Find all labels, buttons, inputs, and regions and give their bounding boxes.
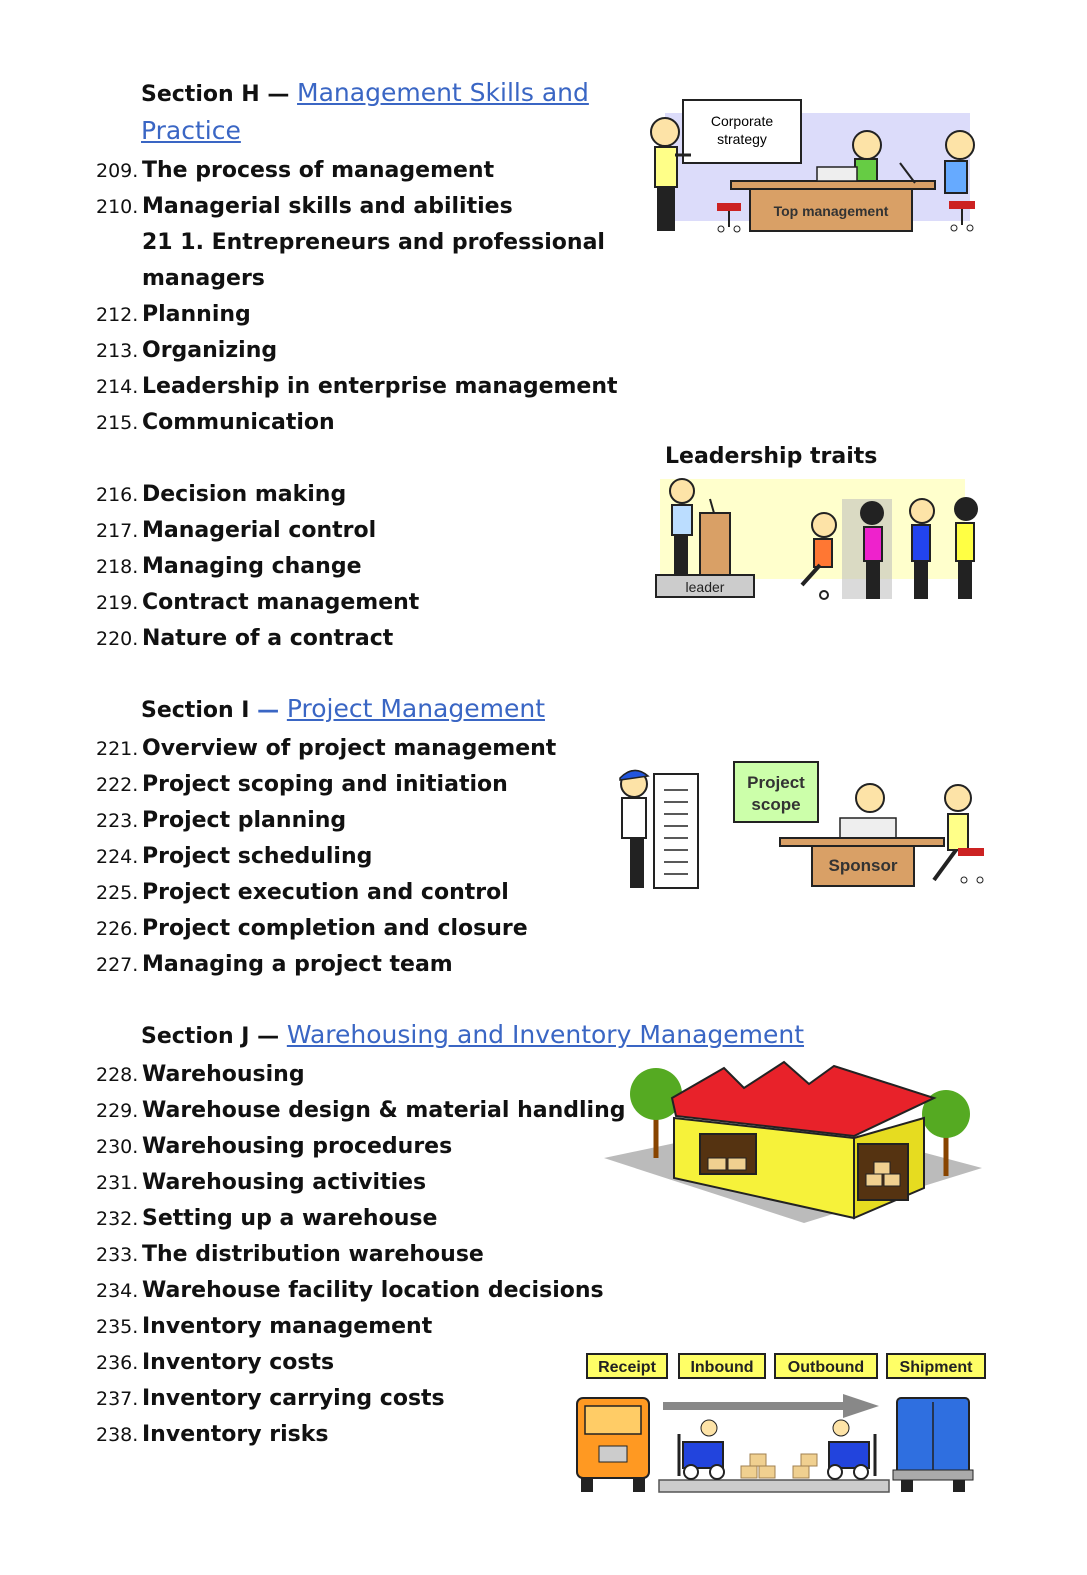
flow-label-text: Shipment	[899, 1359, 973, 1376]
worker-legs	[630, 838, 644, 888]
follower-head	[812, 513, 836, 537]
item-text: Organizing	[142, 338, 278, 363]
item-text: Managing a project team	[142, 952, 453, 977]
item-text: Communication	[142, 410, 335, 435]
manager-head	[853, 131, 881, 159]
leadership-illustration	[652, 477, 992, 605]
arrow-head-icon	[843, 1394, 879, 1418]
item-text: Contract management	[142, 590, 420, 615]
item-text: Managerial control	[142, 518, 377, 543]
item-text: Warehouse design & material handling	[142, 1098, 626, 1123]
item-number: 235.	[96, 1316, 139, 1338]
item-number: 228.	[96, 1064, 139, 1086]
item-text: Project planning	[142, 808, 347, 833]
section-j-prefix: Section J —	[141, 1024, 280, 1049]
section-i-prefix: Section I	[141, 698, 250, 723]
chair-icon	[820, 591, 828, 599]
client-body	[948, 814, 968, 850]
item-text: Project completion and closure	[142, 916, 528, 941]
desk-label: Top management	[773, 203, 889, 219]
item-text: Managerial skills and abilities	[142, 194, 513, 219]
item-number: 227.	[96, 954, 139, 976]
flow-label-text: Inbound	[690, 1359, 754, 1376]
section-h-header	[141, 78, 589, 107]
item-number: 218.	[96, 556, 139, 578]
item-number: 220.	[96, 628, 139, 650]
executive-body	[945, 161, 967, 193]
leadership-caption: Leadership traits	[665, 444, 878, 469]
item-text: Project scheduling	[142, 844, 373, 869]
section-i-title-link[interactable]: Project Management	[286, 694, 546, 723]
item-number: 224.	[96, 846, 139, 868]
section-h-title-link[interactable]: Management Skills and	[297, 78, 589, 107]
leader-body	[672, 505, 692, 535]
box-icon	[759, 1466, 775, 1478]
presenter-legs	[657, 187, 675, 231]
item-number: 216.	[96, 484, 139, 506]
item-number: 219.	[96, 592, 139, 614]
follower-body	[864, 527, 882, 561]
scope-board-label: scope	[751, 795, 801, 814]
item-number: 221.	[96, 738, 139, 760]
box-icon	[708, 1158, 726, 1170]
item-text: Warehousing activities	[142, 1170, 427, 1195]
follower-head	[860, 501, 884, 525]
warehouse-illustration	[604, 1058, 984, 1228]
item-text: Warehousing	[142, 1062, 305, 1087]
box-icon	[741, 1466, 757, 1478]
box-icon	[728, 1158, 746, 1170]
box-icon	[750, 1454, 766, 1466]
item-text: Warehousing procedures	[142, 1134, 453, 1159]
item-text: Setting up a warehouse	[142, 1206, 438, 1231]
podium	[700, 513, 730, 575]
item-text: Project scoping and initiation	[142, 772, 508, 797]
checklist-icon	[654, 774, 698, 888]
item-number: 212.	[96, 304, 139, 326]
item-text: Inventory carrying costs	[142, 1386, 445, 1411]
box-icon	[866, 1174, 882, 1186]
section-h-prefix: Section H —	[141, 82, 290, 107]
box-icon	[884, 1174, 900, 1186]
item-number: 226.	[96, 918, 139, 940]
item-number: 231.	[96, 1172, 139, 1194]
item-text: The distribution warehouse	[142, 1242, 484, 1267]
item-text: Nature of a contract	[142, 626, 394, 651]
strategy-board-label: Corporate	[710, 113, 774, 129]
item-number: 225.	[96, 882, 139, 904]
item-text: 21 1. Entrepreneurs and professional	[142, 230, 605, 255]
box-icon	[793, 1466, 809, 1478]
item-text: Leadership in enterprise management	[142, 374, 618, 399]
client-head	[945, 785, 971, 811]
follower-body	[814, 539, 832, 567]
item-text: The process of management	[142, 158, 495, 183]
item-number: 217.	[96, 520, 139, 542]
flow-label-text: Outbound	[787, 1359, 865, 1376]
item-text: Overview of project management	[142, 736, 557, 761]
item-number: 237.	[96, 1388, 139, 1410]
leader-plaque-label: leader	[685, 579, 725, 595]
item-text: Decision making	[142, 482, 347, 507]
section-j-title-link[interactable]: Warehousing and Inventory Management	[286, 1020, 805, 1049]
item-number: 213.	[96, 340, 139, 362]
sponsor-head	[856, 784, 884, 812]
section-i-dash: —	[257, 698, 280, 723]
flow-label-text: Receipt	[598, 1359, 656, 1376]
item-text: Inventory management	[142, 1314, 433, 1339]
project-scope-illustration	[608, 758, 1006, 893]
item-number: 209.	[96, 160, 139, 182]
item-number: 232.	[96, 1208, 139, 1230]
leader-head	[670, 479, 694, 503]
item-number: 233.	[96, 1244, 139, 1266]
section-h-header-cont	[141, 116, 241, 145]
item-number: 210.	[96, 196, 139, 218]
item-text: Managing change	[142, 554, 362, 579]
worker-body	[622, 798, 646, 838]
inventory-flow-illustration	[575, 1350, 990, 1498]
laptop-icon	[817, 167, 857, 181]
executive-head	[946, 131, 974, 159]
item-text: Inventory risks	[142, 1422, 329, 1447]
chair-icon	[717, 203, 741, 211]
box-icon	[801, 1454, 817, 1466]
section-h-title-link-cont[interactable]: Practice	[141, 116, 241, 145]
item-text: Inventory costs	[142, 1350, 335, 1375]
item-number: 223.	[96, 810, 139, 832]
leader-legs	[674, 535, 688, 575]
truck-windshield	[585, 1406, 641, 1434]
item-text: Project execution and control	[142, 880, 509, 905]
item-text: Planning	[142, 302, 251, 327]
item-number: 222.	[96, 774, 139, 796]
item-number: 236.	[96, 1352, 139, 1374]
strategy-board-label: strategy	[717, 131, 767, 147]
truck-grille	[599, 1446, 627, 1462]
flow-labels	[587, 1354, 985, 1378]
item-number: 238.	[96, 1424, 139, 1446]
item-number: 234.	[96, 1280, 139, 1302]
follower-body	[912, 525, 930, 561]
item-number: 230.	[96, 1136, 139, 1158]
follower-head	[954, 497, 978, 521]
flow-arrow	[663, 1402, 843, 1410]
item-text: managers	[142, 266, 265, 291]
manager-body	[855, 159, 877, 181]
presenter-head	[651, 118, 679, 146]
item-number: 215.	[96, 412, 139, 434]
warehouse-floor	[659, 1480, 889, 1492]
item-number: 229.	[96, 1100, 139, 1122]
desk-label: Sponsor	[828, 856, 898, 875]
section-j-header	[141, 1020, 804, 1049]
item-text: Warehouse facility location decisions	[142, 1278, 604, 1303]
chair-icon	[949, 201, 975, 209]
presenter-body	[655, 147, 677, 187]
desk-top	[780, 838, 944, 846]
section-i-header	[141, 694, 545, 723]
scope-board-label: Project	[747, 773, 805, 792]
follower-head	[910, 499, 934, 523]
follower-body	[956, 523, 974, 561]
laptop-icon	[840, 818, 896, 838]
chair-icon	[958, 848, 984, 856]
box-icon	[874, 1162, 890, 1174]
item-number: 214.	[96, 376, 139, 398]
corporate-strategy-illustration	[645, 95, 990, 240]
desk-top	[731, 181, 935, 189]
